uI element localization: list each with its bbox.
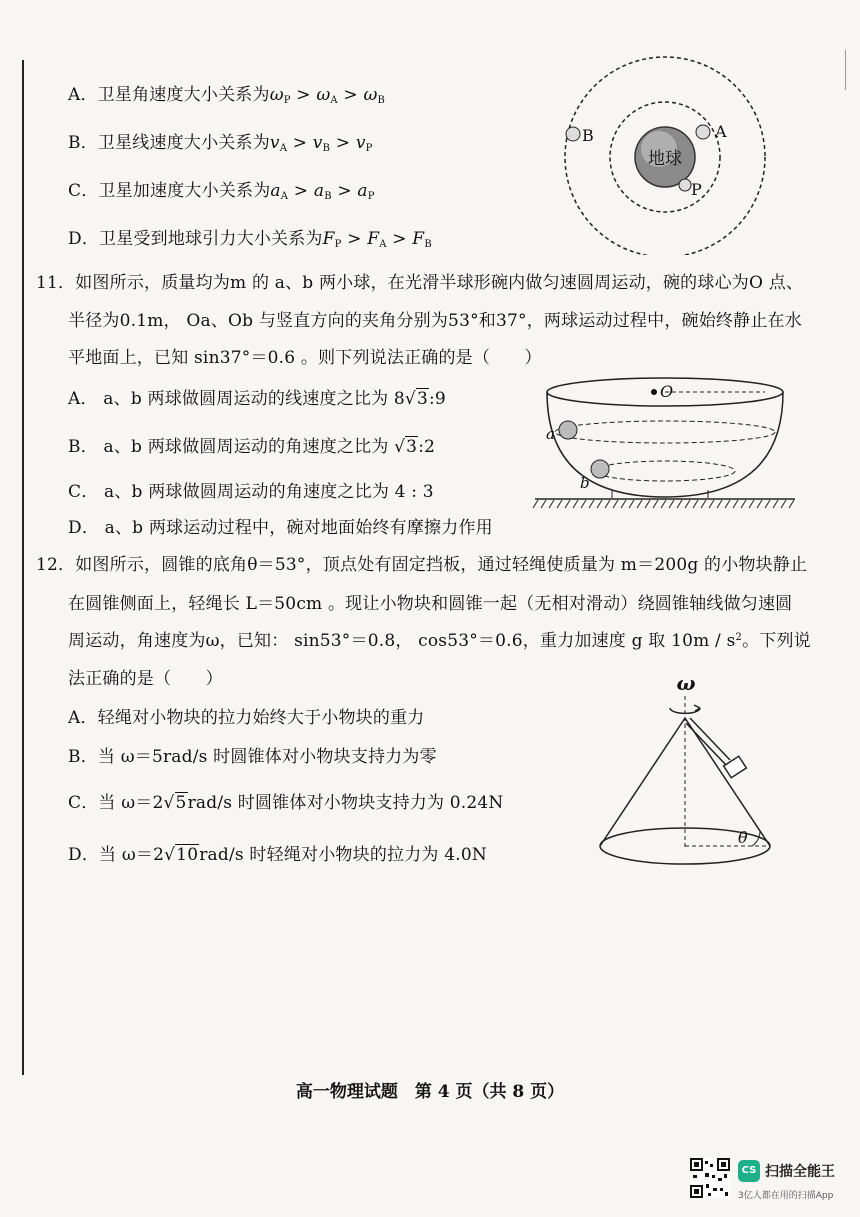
bowl-figure <box>530 372 800 517</box>
satellite-b <box>566 127 580 141</box>
q11-option-b: B． a、b 两球做圆周运动的角速度之比为 √3:2 <box>68 437 436 457</box>
cone-right-side <box>685 718 770 846</box>
camscanner-logo-icon: CS <box>738 1160 760 1182</box>
q12-option-b: B．当 ω＝5rad/s 时圆锥体对小物块支持力为零 <box>68 747 437 767</box>
q11-stem-line1: 11．如图所示，质量均为m 的 a、b 两小球，在光滑半球形碗内做匀速圆周运动，碗的球心为O 点、 <box>36 273 804 293</box>
q10-option-a: A．卫星角速度大小关系为$\omega_P > \omega_A > \omega_B$ <box>68 85 386 106</box>
rope <box>690 718 730 760</box>
q12-stem-line1: 12．如图所示，圆锥的底角θ＝53°，顶点处有固定挡板，通过轻绳使质量为 m＝200g 的小物块静止 <box>36 555 808 575</box>
camscanner-name: 扫描全能王 <box>765 1164 835 1180</box>
label-o: O <box>660 382 674 401</box>
q11-option-c: C． a、b 两球做圆周运动的角速度之比为 4 : 3 <box>68 482 434 502</box>
q12-stem-line2: 在圆锥侧面上，轻绳长 L＝50cm 。现让小物块和圆锥一起（无相对滑动）绕圆锥轴线做匀速圆 <box>68 594 793 614</box>
q11-stem-line2: 半径为0.1m， Oa、Ob 与竖直方向的夹角分别为53°和37°，两球运动过程中，碗始终静止在水 <box>68 311 802 331</box>
page-footer: 高一物理试题 第 4 页（共 8 页） <box>295 1082 565 1102</box>
qr-code-icon <box>690 1158 730 1198</box>
q12-option-c: C．当 ω＝2√5rad/s 时圆锥体对小物块支持力为 0.24N <box>68 793 504 813</box>
margin-line <box>22 60 24 1075</box>
label-a: A <box>715 122 727 141</box>
label-theta: θ <box>738 828 748 847</box>
earth-label: 地球 <box>648 149 682 169</box>
q11-stem-line3: 平地面上，已知 sin37°＝0.6 。则下列说法正确的是（ ） <box>68 348 542 368</box>
satellite-p <box>679 179 691 191</box>
q10-option-b: B．卫星线速度大小关系为$v_A > v_B > v_P$ <box>68 133 373 154</box>
page-edge-line <box>845 50 846 90</box>
satellite-a <box>696 125 710 139</box>
cone-left-side <box>600 718 685 846</box>
ball-b <box>591 460 609 478</box>
q12-stem-line3: 周运动，角速度为ω，已知： sin53°＝0.8， cos53°＝0.6，重力加速度 g 取 $10m / s^2$。下列说 <box>68 631 811 651</box>
q10-option-c: C．卫星加速度大小关系为$a_A > a_B > a_P$ <box>68 181 375 202</box>
label-p: P <box>691 180 702 199</box>
q11-option-a: A． a、b 两球做圆周运动的线速度之比为 8√3:9 <box>68 389 446 409</box>
q12-option-a: A．轻绳对小物块的拉力始终大于小物块的重力 <box>68 708 425 728</box>
q12-option-d: D．当 ω＝2√10rad/s 时轻绳对小物块的拉力为 4.0N <box>68 845 487 865</box>
block <box>724 756 747 778</box>
ball-a <box>559 421 577 439</box>
satellite-orbit-figure <box>555 55 775 255</box>
q12-stem-line4: 法正确的是（ ） <box>68 669 223 689</box>
q10-option-d: D．卫星受到地球引力大小关系为$F_P > F_A > F_B$ <box>68 229 432 250</box>
label-omega: ω <box>676 671 696 695</box>
label-b: B <box>582 126 594 145</box>
label-a-ball: a <box>546 425 555 443</box>
cone-figure <box>590 668 790 878</box>
camscanner-tagline: 3亿人都在用的扫描App <box>738 1191 834 1201</box>
q11-option-d: D． a、b 两球运动过程中，碗对地面始终有摩擦力作用 <box>68 518 493 538</box>
label-b-ball: b <box>580 474 590 492</box>
